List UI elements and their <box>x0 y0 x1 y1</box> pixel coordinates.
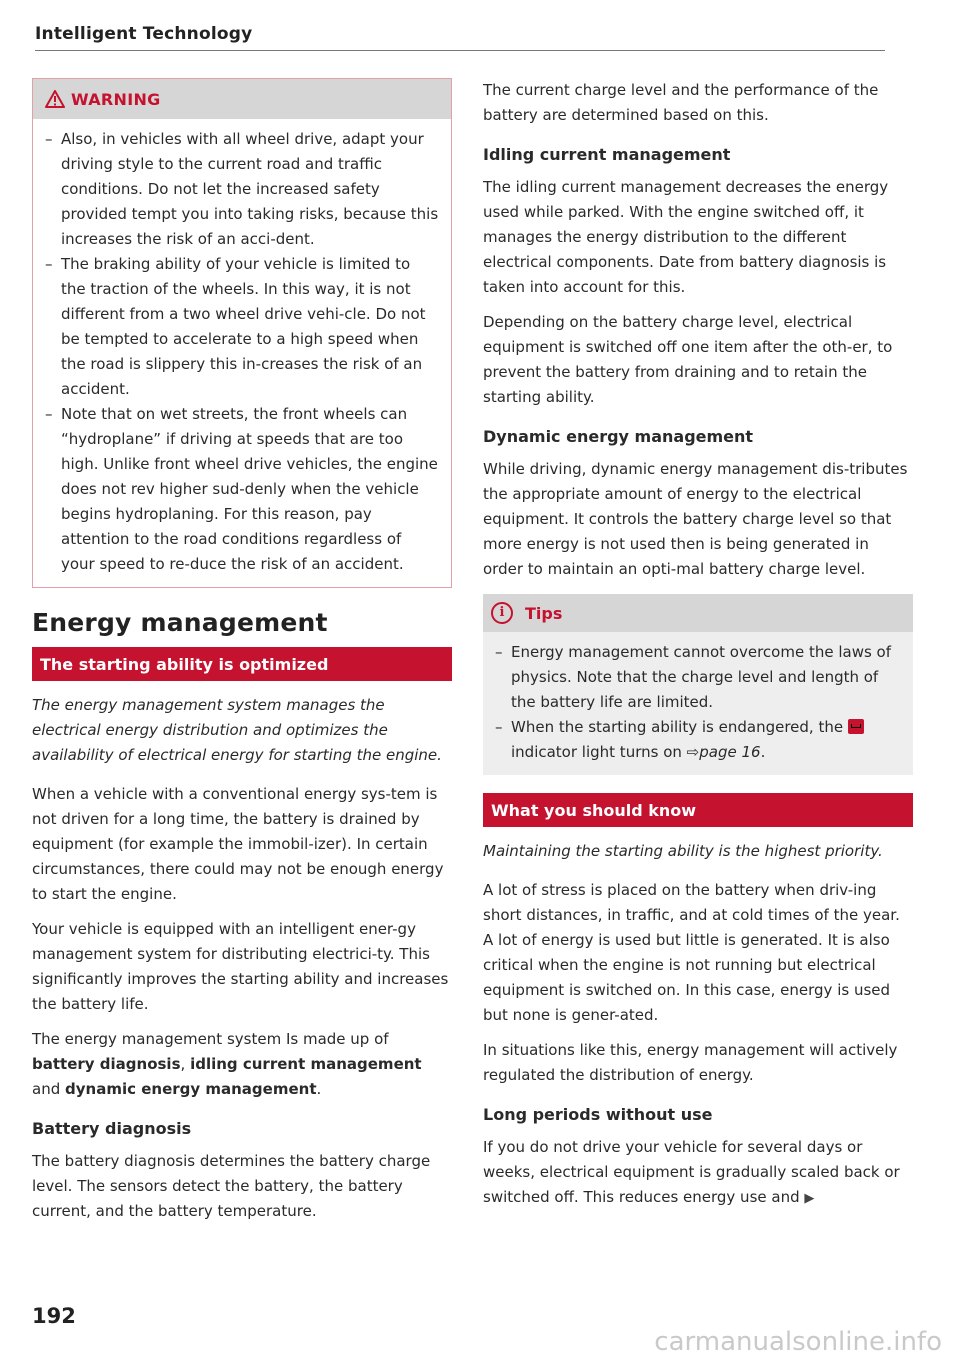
warning-triangle-icon <box>45 90 65 108</box>
text: If you do not drive your vehicle for several days or weeks, electrical equipment is gradually scaled back or switched off. This reduces energy use and <box>483 1138 900 1206</box>
text: The energy management system Is made up of <box>32 1030 389 1048</box>
text: When the starting ability is endangered, the <box>511 718 844 736</box>
page-reference-link[interactable]: page 16 <box>699 743 761 761</box>
tips-box <box>483 594 913 775</box>
warning-list <box>45 127 439 577</box>
right-column <box>483 78 913 1221</box>
page-ref-arrow-icon: ⇨ <box>686 743 700 761</box>
tips-title: Tips <box>525 603 563 623</box>
paragraph: While driving, dynamic energy management dis-tributes the appropriate amount of energy to the electrical equipment. It controls the battery charge level so that more energy is not used then is being generated in order to maintain an opti-mal battery charge level. <box>483 460 908 578</box>
left-column <box>32 78 452 1234</box>
warning-item: – Also, in vehicles with all wheel drive, adapt your driving style to the current road and traffic conditions. Do not let the increased safety provided tempt you into taking risks, because this increases the risk of an acci-dent. <box>45 127 439 252</box>
idling-heading: Idling current management <box>483 145 731 164</box>
paragraph-continued <box>483 1135 913 1211</box>
subsection-title-bar: The starting ability is optimized <box>32 647 452 681</box>
paragraph: The current charge level and the performance of the battery are determined based on this. <box>483 81 879 124</box>
warning-item: – The braking ability of your vehicle is limited to the traction of the wheels. In this way, it is not different from a two wheel drive vehi-cle. Do not be tempted to accelerate to a high speed when the road is slippery this in-creases the risk of an accident. <box>45 252 439 402</box>
paragraph: The idling current management decreases the energy used while parked. With the engine switched off, it manages the energy distribution to the different electrical components. Date from battery diagnosis is taken into account for this. <box>483 178 889 296</box>
continue-arrow-icon: ▶ <box>804 1191 815 1206</box>
battery-diagnosis-heading: Battery diagnosis <box>32 1119 192 1138</box>
warning-box <box>32 78 452 588</box>
paragraph: The battery diagnosis determines the battery charge level. The sensors detect the battery, the battery current, and the battery temperature. <box>32 1152 431 1220</box>
warning-header <box>33 79 451 119</box>
bold-term: idling current management <box>190 1055 422 1073</box>
paragraph: A lot of stress is placed on the battery when driv-ing short distances, in traffic, and at cold times of the year. A lot of energy is used but little is generated. It is also critical when the engine is not running but electrical equipment is switched on. In this case, energy is used but none is gener-ated. <box>483 881 900 1024</box>
battery-warning-icon <box>848 719 864 734</box>
paragraph-components <box>32 1027 452 1102</box>
what-you-should-know-bar: What you should know <box>483 793 913 827</box>
page-number: 192 <box>32 1304 76 1328</box>
tips-list <box>495 640 901 765</box>
text: and <box>32 1080 61 1098</box>
paragraph: Your vehicle is equipped with an intelligent ener-gy management system for distributing electrici-ty. This significantly improves the starting ability and increases the battery life. <box>32 920 449 1013</box>
bold-term: battery diagnosis <box>32 1055 181 1073</box>
warning-item: – Note that on wet streets, the front wheels can “hydroplane” if driving at speeds that are too high. Unlike front wheel drive vehicles, the engine does not rev higher sud-denly when the vehicle begins hydroplaning. For this reason, pay attention to the road conditions regardless of your speed to re-duce the risk of an accident. <box>45 402 439 577</box>
text: , <box>180 1055 186 1073</box>
warning-body <box>33 119 451 587</box>
dynamic-heading: Dynamic energy management <box>483 427 754 446</box>
bold-term: dynamic energy management <box>65 1080 317 1098</box>
warning-title: WARNING <box>71 89 161 109</box>
info-icon: i <box>491 602 513 624</box>
tips-body <box>483 632 913 775</box>
tips-item <box>495 715 901 765</box>
tips-item: – Energy management cannot overcome the laws of physics. Note that the charge level and length of the battery life are limited. <box>495 640 901 715</box>
long-periods-heading: Long periods without use <box>483 1105 713 1124</box>
header-rule <box>35 50 885 51</box>
watermark: carmanualsonline.info <box>654 1327 942 1357</box>
know-intro: Maintaining the starting ability is the highest priority. <box>483 842 883 860</box>
paragraph: In situations like this, energy management will actively regulated the distribution of energy. <box>483 1041 898 1084</box>
text: . <box>760 743 766 761</box>
paragraph: When a vehicle with a conventional energy sys-tem is not driven for a long time, the battery is drained by equipment (for example the immobil-izer). In certain circumstances, there could may not be enough energy to start the engine. <box>32 785 444 903</box>
paragraph: Depending on the battery charge level, electrical equipment is switched off one item after the oth-er, to prevent the battery from draining and to retain the starting ability. <box>483 313 893 406</box>
text: indicator light turns on <box>511 743 682 761</box>
page-header-title: Intelligent Technology <box>35 24 253 44</box>
tips-header <box>483 594 913 632</box>
text: . <box>316 1080 322 1098</box>
section-intro: The energy management system manages the electrical energy distribution and optimizes the availability of electrical energy for starting the engine. <box>32 696 442 764</box>
section-title: Energy management <box>32 608 328 637</box>
